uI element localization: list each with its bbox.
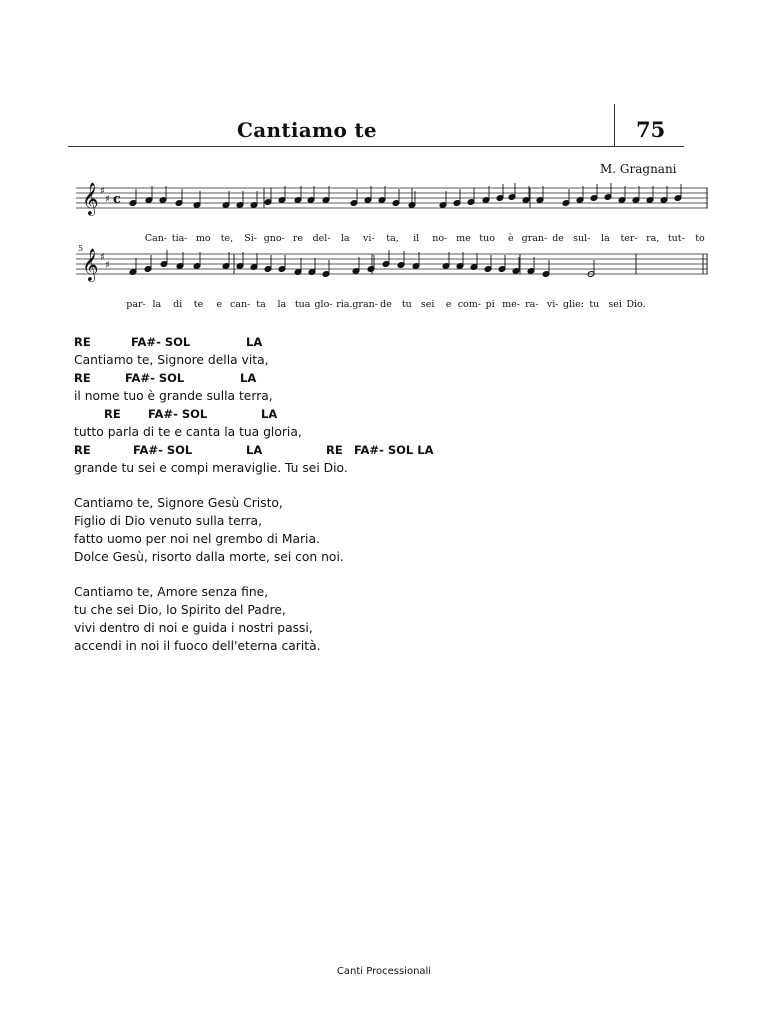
score-lyric-syllable: me- bbox=[502, 299, 520, 310]
staff-2 bbox=[76, 248, 708, 282]
chord: FA#- SOL LA bbox=[354, 443, 434, 457]
staff-1 bbox=[76, 182, 708, 216]
footer: Canti Processionali bbox=[336, 966, 432, 977]
score-lyric-syllable: de bbox=[380, 299, 392, 310]
lyric-text: vivi dentro di noi e guida i nostri passi, bbox=[74, 621, 313, 635]
score-lyric-syllable: vi- bbox=[546, 299, 559, 310]
lyric-text: Cantiamo te, Amore senza fine, bbox=[74, 585, 269, 599]
score-lyric-syllable: il bbox=[413, 233, 420, 244]
score-lyric-syllable: no- bbox=[432, 233, 448, 244]
header-rule bbox=[68, 146, 684, 147]
score-lyric-syllable: è bbox=[507, 233, 514, 244]
sharp-icon: ♯ bbox=[100, 252, 105, 263]
header-divider bbox=[614, 104, 615, 147]
lyric-text: Figlio di Dio venuto sulla terra, bbox=[74, 514, 263, 528]
score-lyric-syllable: te, bbox=[220, 233, 234, 244]
score-lyric-syllable: sul- bbox=[573, 233, 591, 244]
score-lyric-syllable: del- bbox=[312, 233, 331, 244]
chord: FA#- SOL bbox=[125, 371, 185, 385]
score-lyric-syllable: ria. bbox=[336, 299, 353, 310]
chord: RE bbox=[74, 335, 91, 349]
score-lyric-syllable: ra, bbox=[646, 233, 660, 244]
lyric-text: Dolce Gesù, risorto dalla morte, sei con noi. bbox=[74, 550, 344, 564]
chord: LA bbox=[246, 335, 263, 349]
chord: FA#- SOL bbox=[148, 407, 208, 421]
lyric-text: accendi in noi il fuoco dell'eterna carità. bbox=[74, 639, 321, 653]
score-lyric-syllable: ta bbox=[256, 299, 266, 310]
lyric-text: fatto uomo per noi nel grembo di Maria. bbox=[74, 532, 320, 546]
score-lyrics-line-1 bbox=[145, 233, 705, 244]
score-lyric-syllable: par- bbox=[126, 299, 146, 310]
score-lyric-syllable: gno- bbox=[263, 233, 285, 244]
chord: RE bbox=[74, 371, 91, 385]
chord: FA#- SOL bbox=[133, 443, 193, 457]
score-lyric-syllable: tut- bbox=[667, 233, 685, 244]
score-lyric-syllable: sei bbox=[420, 299, 435, 310]
score-lyric-syllable: tu bbox=[401, 299, 412, 310]
score-lyric-syllable: tia- bbox=[171, 233, 188, 244]
score-lyric-syllable: gran- bbox=[352, 299, 378, 310]
page-title: Cantiamo te bbox=[237, 118, 377, 142]
chord: RE bbox=[74, 443, 91, 457]
treble-clef-icon: 𝄞 bbox=[82, 182, 99, 215]
treble-clef-icon: 𝄞 bbox=[82, 248, 99, 281]
score-lyric-syllable: te bbox=[193, 299, 204, 310]
score-lyric-syllable: mo bbox=[195, 233, 211, 244]
score-lyric-syllable: to bbox=[695, 233, 705, 244]
score-lyric-syllable: la bbox=[277, 299, 287, 310]
score-lyric-syllable: me bbox=[456, 233, 471, 244]
sharp-icon: ♯ bbox=[105, 260, 110, 271]
sharp-icon: ♯ bbox=[105, 194, 110, 205]
chord: LA bbox=[246, 443, 263, 457]
chord: RE bbox=[104, 407, 121, 421]
score-lyric-syllable: tua bbox=[294, 299, 311, 310]
score-lyric-syllable: di bbox=[173, 299, 183, 310]
score-lyric-syllable: can- bbox=[230, 299, 251, 310]
music-score bbox=[76, 176, 711, 314]
score-lyric-syllable: ra- bbox=[525, 299, 539, 310]
score-lyric-syllable: com- bbox=[457, 299, 481, 310]
score-lyric-syllable: sei bbox=[608, 299, 622, 310]
score-lyric-syllable: e bbox=[216, 299, 223, 310]
composer: M. Gragnani bbox=[600, 162, 677, 176]
score-lyric-syllable: la bbox=[601, 233, 610, 244]
score-lyrics-line-2 bbox=[126, 299, 645, 310]
chord: RE bbox=[326, 443, 343, 457]
lyric-text: tutto parla di te e canta la tua gloria, bbox=[74, 425, 302, 439]
lyric-text: Cantiamo te, Signore Gesù Cristo, bbox=[74, 496, 283, 510]
page-number: 75 bbox=[636, 117, 666, 142]
score-lyric-syllable: Dio. bbox=[626, 299, 646, 310]
chord: LA bbox=[261, 407, 278, 421]
score-lyric-syllable: glo- bbox=[314, 299, 333, 310]
score-lyric-syllable: tuo bbox=[479, 233, 495, 244]
sharp-icon: ♯ bbox=[100, 186, 105, 197]
lyric-text: Cantiamo te, Signore della vita, bbox=[74, 353, 269, 367]
score-lyric-syllable: glie: bbox=[563, 299, 584, 310]
score-lyric-syllable: ta, bbox=[386, 233, 399, 244]
score-lyric-syllable: la bbox=[152, 299, 162, 310]
chord: FA#- SOL bbox=[131, 335, 191, 349]
score-lyric-syllable: la bbox=[340, 233, 350, 244]
measure-number: 5 bbox=[78, 244, 84, 253]
score-lyric-syllable: gran- bbox=[521, 233, 548, 244]
lyric-text: il nome tuo è grande sulla terra, bbox=[74, 389, 273, 403]
lyric-text: grande tu sei e compi meraviglie. Tu sei Dio. bbox=[74, 461, 348, 475]
score-lyric-syllable: re bbox=[292, 233, 303, 244]
score-lyric-syllable: e bbox=[445, 299, 452, 310]
score-lyric-syllable: tu bbox=[589, 299, 600, 310]
time-signature: c bbox=[113, 192, 121, 207]
score-lyric-syllable: pi bbox=[485, 299, 495, 310]
score-lyric-syllable: Si- bbox=[244, 233, 257, 244]
score-lyric-syllable: de bbox=[552, 233, 564, 244]
chord: LA bbox=[240, 371, 257, 385]
score-lyric-syllable: ter- bbox=[620, 233, 638, 244]
score-lyric-syllable: vi- bbox=[363, 233, 375, 244]
lyric-text: tu che sei Dio, lo Spirito del Padre, bbox=[74, 603, 286, 617]
score-lyric-syllable: Can- bbox=[144, 233, 168, 244]
